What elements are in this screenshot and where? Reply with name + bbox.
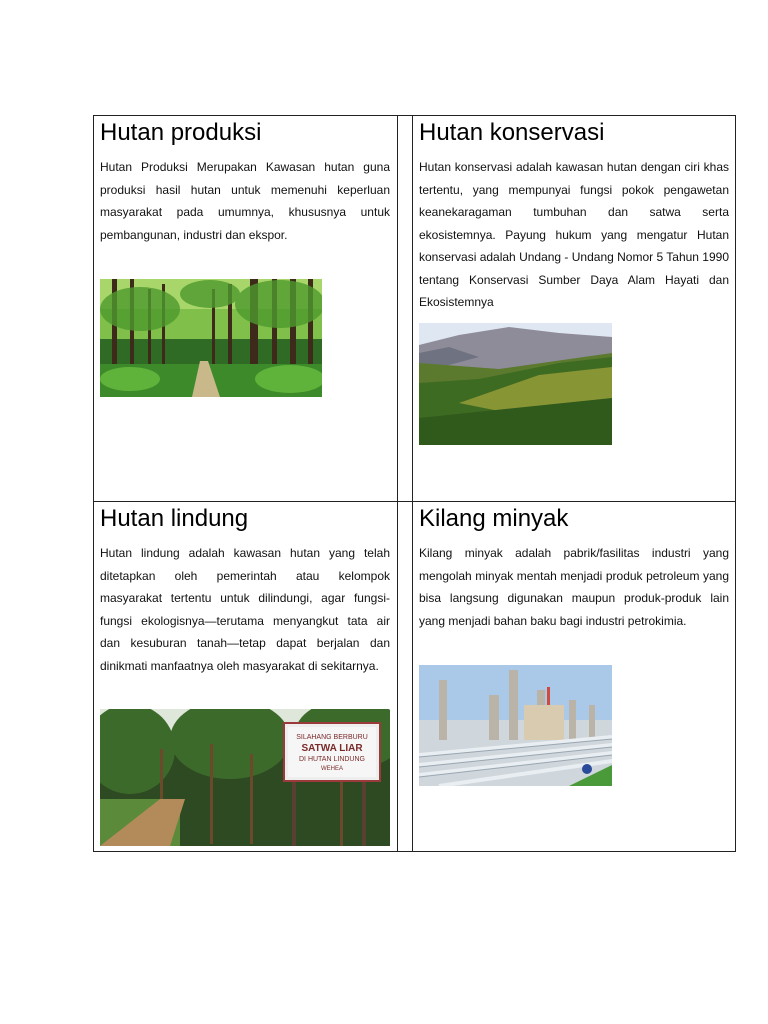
sign-line: WEHEA <box>320 766 344 772</box>
cell-description: Kilang minyak adalah pabrik/fasilitas industri yang mengolah minyak mentah menjadi produk petroleum yang bisa langsung digunakan maupun produk-produk lain yang menjadi bahan baku bagi industri petrokimia. <box>419 546 729 628</box>
column-divider-left <box>397 116 398 851</box>
cell-description: Hutan konservasi adalah kawasan hutan dengan ciri khas tertentu, yang mempunyai fungsi pokok pengawetan keanekaragaman tumbuhan dan satwa serta ekosistemnya. Payung hukum yang mengatur Hutan konservasi adalah Undang - Undang Nomor 5 Tahun 1990 tentang Konservasi Sumber Daya Alam Hayati dan Ekosistemnya <box>419 160 729 309</box>
cell-hutan-konservasi <box>419 118 729 314</box>
cell-description: Hutan Produksi Merupakan Kawasan hutan guna produksi hasil hutan untuk memenuhi keperluan masyarakat pada umumnya, khususnya untuk pembangunan, industri dan ekspor. <box>100 160 390 242</box>
mountain-forest-photo <box>419 323 612 445</box>
cell-description: Hutan lindung adalah kawasan hutan yang telah ditetapkan oleh pemerintah atau kelompok masyarakat tertentu untuk dilindungi, agar fungsi-fungsi ekologisnya—terutama menyangkut tata air dan kesuburan tanah—tetap dapat berjalan dan dinikmati manfaatnya oleh masyarakat di sekitarnya. <box>100 546 390 673</box>
sign-line: DI HUTAN LINDUNG <box>299 756 365 763</box>
oil-refinery-photo <box>419 665 612 786</box>
cell-hutan-lindung <box>100 504 390 677</box>
cell-title: Kilang minyak <box>419 505 569 532</box>
forest-path-photo <box>100 279 322 397</box>
info-table <box>93 115 736 852</box>
sign-line: SILAHANG BERBURU <box>296 734 368 741</box>
sign-line: SATWA LIAR <box>301 743 363 754</box>
cell-title: Hutan konservasi <box>419 119 605 146</box>
cell-title: Hutan produksi <box>100 119 262 146</box>
cell-kilang-minyak <box>419 504 729 632</box>
cell-title: Hutan lindung <box>100 505 249 532</box>
cell-hutan-produksi <box>100 118 390 246</box>
row-divider <box>94 501 735 502</box>
column-divider-right <box>412 116 413 851</box>
protected-forest-sign-photo <box>100 709 390 846</box>
